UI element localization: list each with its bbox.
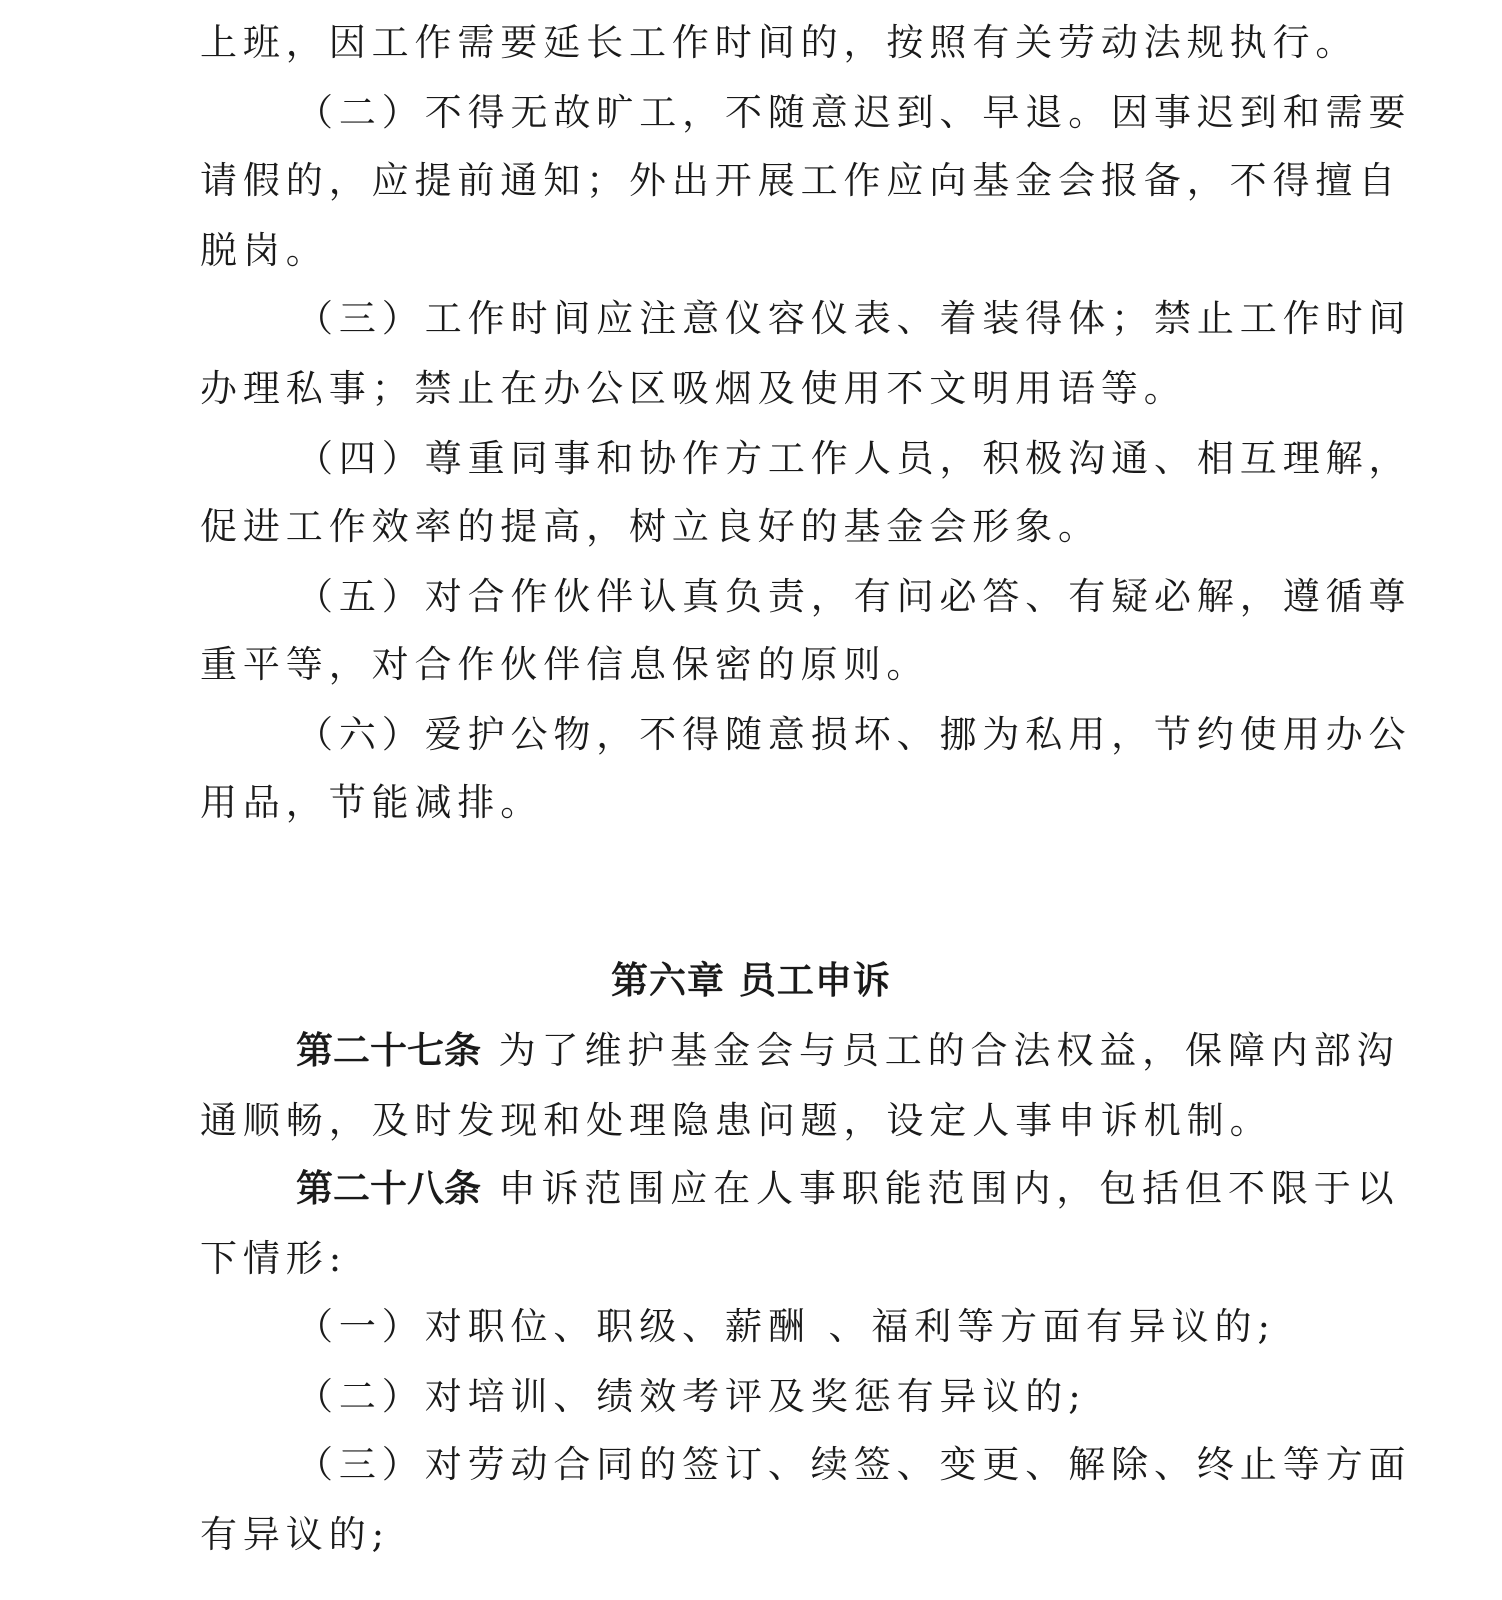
list-item-2-line-3: 脱岗。 xyxy=(200,229,329,272)
list-item-2-line-1: （二）不得无故旷工，不随意迟到、早退。因事迟到和需要 xyxy=(296,91,1412,134)
article-28-label: 第二十八条 xyxy=(296,1167,481,1210)
article-28-item-1: （一）对职位、职级、薪酬 、福利等方面有异议的; xyxy=(296,1305,1276,1348)
list-item-4-line-1: （四）尊重同事和协作方工作人员，积极沟通、相互理解， xyxy=(296,437,1412,480)
article-28-item-3-line-2: 有异议的; xyxy=(200,1513,390,1556)
article-27-line-2: 通顺畅，及时发现和处理隐患问题，设定人事申诉机制。 xyxy=(200,1099,1273,1142)
chapter-heading: 第六章 员工申诉 xyxy=(611,959,891,1002)
article-28-text: 申诉范围应在人事职能范围内，包括但不限于以 xyxy=(481,1167,1400,1210)
article-28-item-3-line-1: （三）对劳动合同的签订、续签、变更、解除、终止等方面 xyxy=(296,1443,1412,1486)
article-27-line-1 xyxy=(296,1026,1400,1076)
list-item-3-line-2: 办理私事；禁止在办公区吸烟及使用不文明用语等。 xyxy=(200,367,1187,410)
list-item-6-line-2: 用品，节能减排。 xyxy=(200,781,544,824)
list-item-6-line-1: （六）爱护公物，不得随意损坏、挪为私用，节约使用办公 xyxy=(296,713,1412,756)
paragraph-line: 上班，因工作需要延长工作时间的，按照有关劳动法规执行。 xyxy=(200,21,1359,64)
list-item-4-line-2: 促进工作效率的提高，树立良好的基金会形象。 xyxy=(200,505,1101,548)
list-item-5-line-1: （五）对合作伙伴认真负责，有问必答、有疑必解，遵循尊 xyxy=(296,575,1412,618)
article-27-label: 第二十七条 xyxy=(296,1029,481,1072)
article-28-line-2: 下情形: xyxy=(200,1237,348,1280)
article-28-line-1 xyxy=(296,1164,1400,1214)
list-item-3-line-1: （三）工作时间应注意仪容仪表、着装得体；禁止工作时间 xyxy=(296,297,1412,340)
list-item-5-line-2: 重平等，对合作伙伴信息保密的原则。 xyxy=(200,643,930,686)
article-27-text: 为了维护基金会与员工的合法权益，保障内部沟 xyxy=(481,1029,1400,1072)
list-item-2-line-2: 请假的，应提前通知；外出开展工作应向基金会报备，不得擅自 xyxy=(200,159,1402,202)
article-28-item-2: （二）对培训、绩效考评及奖惩有异议的; xyxy=(296,1375,1087,1418)
